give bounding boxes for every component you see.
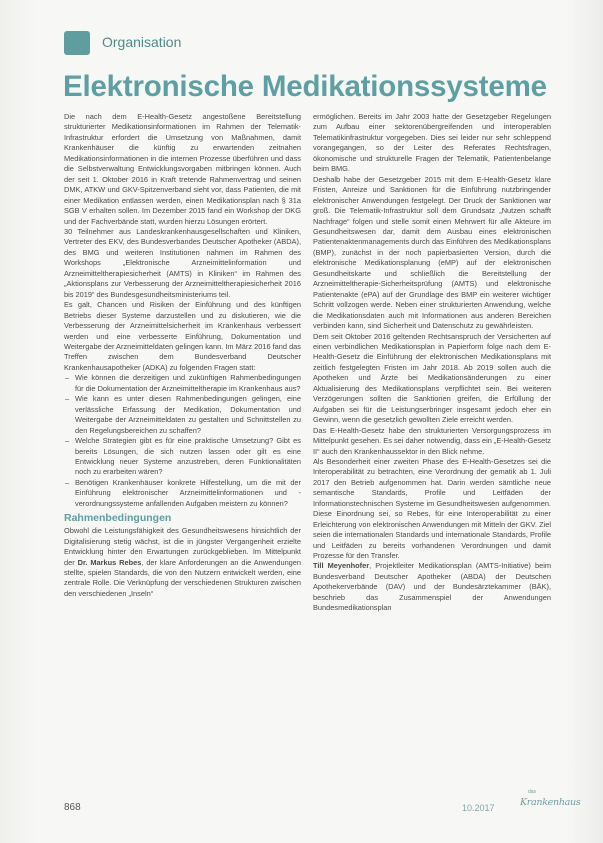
page-number: 868	[64, 802, 81, 813]
person-name: Dr. Markus Rebes	[77, 557, 142, 567]
paragraph: Deshalb habe der Gesetzgeber 2015 mit dem E-Health-Gesetz klare Fristen, Anreize und Sanktionen für die Einführung nutzbringender elektronischer Anwendungen festgelegt. Der Druck der Sanktionen war groß. Die Telematik-Infrastruktur soll dem Grundsatz „Nutzen schafft Nachfrage“ folgen und stelle somit einen Mehrwert für alle Akteure im Gesundheitswesen dar, damit dem Ausbau eines elektronischen Patientenaktenmanagements durch das Einführen des Medikationsplans (BMP), zunächst in der noch papierbasierten Version, durch die elektronische Medikationsplanung (eMP) auf der elektronischen Gesundheitskarte und schließlich die Bereitstellung der Arzneimitteltherapie-Sicherheitsprüfung (AMTS) und elektronische Patientenakte (ePA) auf der Grundlage des BMP ein weiterer wichtiger Schritt vollzogen werde. Neben einer strukturierten Anwendung, welche die Medikationsdaten auch mit Informationen aus anderen Bereichen verbinden kann, sind Sicherheit und Datenschutz zu gewährleisten.	[313, 174, 551, 331]
left-column	[64, 112, 301, 599]
paragraph: Die nach dem E-Health-Gesetz angestoßene Bereitstellung strukturierter Medikationsinformationen im Rahmen der Telematik-Infrastruktur erfordert die Umsetzung von Maßnahmen, damit Krankenhäuser die künftig zu erwartenden zeitnahen Medikationsinformationen in die internen Prozesse überführen und dass die Selbstverwaltung Entwicklungsvorgaben mitbringen können. Auch der seit 1. Oktober 2016 in Kraft tretende Rahmenvertrag und seinen DMK, ATKW und GKV-Spitzenverband sieht vor, dass Patienten, die mit einer Medikation entlassen werden, einen Medikationsplan nach § 31a SGB V erhalten sollen. Im Dezember 2015 fand ein Workshop der DKG und der Fachverbände statt, wurden hierzu Lösungen erörtert.	[64, 112, 301, 226]
section-square-icon	[64, 31, 90, 55]
list-item: – Welche Strategien gibt es für eine praktische Umsetzung? Gibt es bereits Lösungen, die sich nutzen lassen oder gilt es eine Entwicklung neuer Systeme anzustreben, deren Funktionalitäten noch zu erarbeiten wären?	[64, 436, 301, 478]
list-item: – Wie können die derzeitigen und zukünftigen Rahmenbedingungen für die Dokumentation der Arzneimitteltherapie im Krankenhaus aus?	[64, 373, 301, 394]
paragraph: Es galt, Chancen und Risiken der Einführung und des künftigen Betriebs dieser Systeme darzustellen und zu diskutieren, wie die Verbesserung der Arzneimittelsicherheit im Krankenhaus verbessert werden und eine verbesserte Einführung, Dokumentation und Weitergabe der Arzneimitteldaten gelingen kann. Im März 2016 fand das Treffen zwischen dem Bundesverband Deutscher Krankenhausapotheker (ADKA) zu folgenden Fragen statt:	[64, 300, 301, 372]
paragraph: Als Besonderheit einer zweiten Phase des E-Health-Gesetzes sei die Interoperabilität zu betrachten, eine Verordnung der gematik ab 1. Juli 2017 den Betrieb aufgenommen hat. Darin werden sämtliche neue semantische Standards, Profile und Leitfäden der Informationstechnischen Systeme im Gesundheitswesen aufgenommen. Diese Einordnung sei, so Rebes, für eine Interoperabilität zu einer Erleichterung von elektronischen Anwendungen mit Mitteln der GKV. Ziel seien die internationalen Standards und internationale Standards, Profile und Leitfäden zu bereits vorhandenen Verordnungen und damit Prozesse für den Transfer.	[313, 456, 551, 561]
subheading: Rahmenbedingungen	[64, 512, 172, 525]
paragraph-text: , Projektleiter Medikationsplan (AMTS-Initiative) beim Bundesverband Deutscher Apotheker (ABDA) der Deutschen Apothekerverbände (DAV) und der Bundesärztekammer (BÄK), beschrieb das Zusammenspiel der Anwendungen Bundesmedikationsplan	[313, 561, 551, 613]
issue-date: 10.2017	[462, 803, 495, 813]
paragraph: Das E-Health-Gesetz habe den strukturierten Versorgungsprozess im Mittelpunkt gesehen. Es sei daher notwendig, dass ein „E-Health-Gesetz II“ auch den Krankenhaussektor in den Blick nehme.	[313, 425, 551, 456]
paragraph: 30 Teilnehmer aus Landeskrankenhausgesellschaften und Kliniken, Vertreter des EKV, des Bundesverbandes Deutscher Apotheker (ABDA), des BMG und weiteren Institutionen nahmen im Rahmen des Workshops „Elektronische Arzneimittelinformation und Arzneimitteltherapiesicherheit (AMTS) in Kliniken“ im Rahmen des „Aktionsplans zur Verbesserung der Arzneimitteltherapiesicherheit 2016 bis 2019“ des Bundesgesundheitsministeriums teil.	[64, 226, 301, 299]
paragraph: Dem seit Oktober 2016 geltenden Rechtsanspruch der Versicherten auf einen verbindlichen Medikationsplan in Papierform folge nach dem E-Health-Gesetz die Einführung der elektronischen Medikationsplans mit zeitlich festgelegten Fristen im Jahr 2018. Ab 2019 sollen auch die Apotheken und Ärzte bei Medikationsänderungen zu einer Aktualisierung des Medikationsplans verpflichtet sein. Bei weiteren Verzögerungen sollten die Sanktionen greifen, die Erfüllung der Aufgaben sei für die Leistungserbringer insgesamt jedoch eher ein Gewinn, wenn die gesetzlich gewollten Ziele erreicht werden.	[313, 331, 551, 425]
magazine-logo: Krankenhaus	[520, 797, 581, 808]
paragraph	[313, 561, 551, 613]
paragraph-text: , der klare Anforderungen an die Anwendungen stellte, spielen Standards, die von den Nutzern entwickelt werden, eine zentrale Rolle. Die Verknüpfung der verschiedenen Strukturen zwischen den verschiedenen „Inseln“	[64, 557, 302, 598]
list-item: – Benötigen Krankenhäuser konkrete Hilfestellung, um die mit der Einführung elektronischer Arzneimittelinformationen und -verordnungssysteme anfallenden Aufgaben meistern zu können?	[64, 478, 301, 509]
right-column	[313, 112, 551, 614]
person-name: Till Meyenhofer	[313, 561, 370, 571]
paragraph: ermöglichen. Bereits im Jahr 2003 hatte der Gesetzgeber Regelungen zum Aufbau einer sektorenübergreifenden und interoperablen Telematikinfrastruktur vorgegeben. Dies sei leider nur sehr schleppend vorangegangen, so der Leiter des Referates Rechtsfragen, ökonomische und strukturelle Fragen der Telematik, Patientenbelange beim BMG.	[313, 112, 551, 174]
paragraph-text: Obwohl die Leistungsfähigkeit des Gesundheitswesens hinsichtlich der Digitalisierung stetig wächst, ist die in jüngster Vergangenheit erzielte Entwicklung hinter den Erwartungen zurückgeblieben. Im Mittelpunkt der	[64, 526, 301, 567]
section-label: Organisation	[102, 34, 182, 50]
article-title: Elektronische Medikationssysteme	[63, 70, 547, 103]
logo-prefix: das	[528, 789, 537, 795]
list-item: – Wie kann es unter diesen Rahmenbedingungen gelingen, eine verlässliche Erfassung der Medikation, Dokumentation und Weitergabe der Arzneimitteldaten zu gestalten und Schnittstellen zu den Regelungsbereichen zu schaffen?	[64, 394, 301, 436]
question-list	[64, 373, 301, 509]
paragraph	[64, 526, 301, 599]
